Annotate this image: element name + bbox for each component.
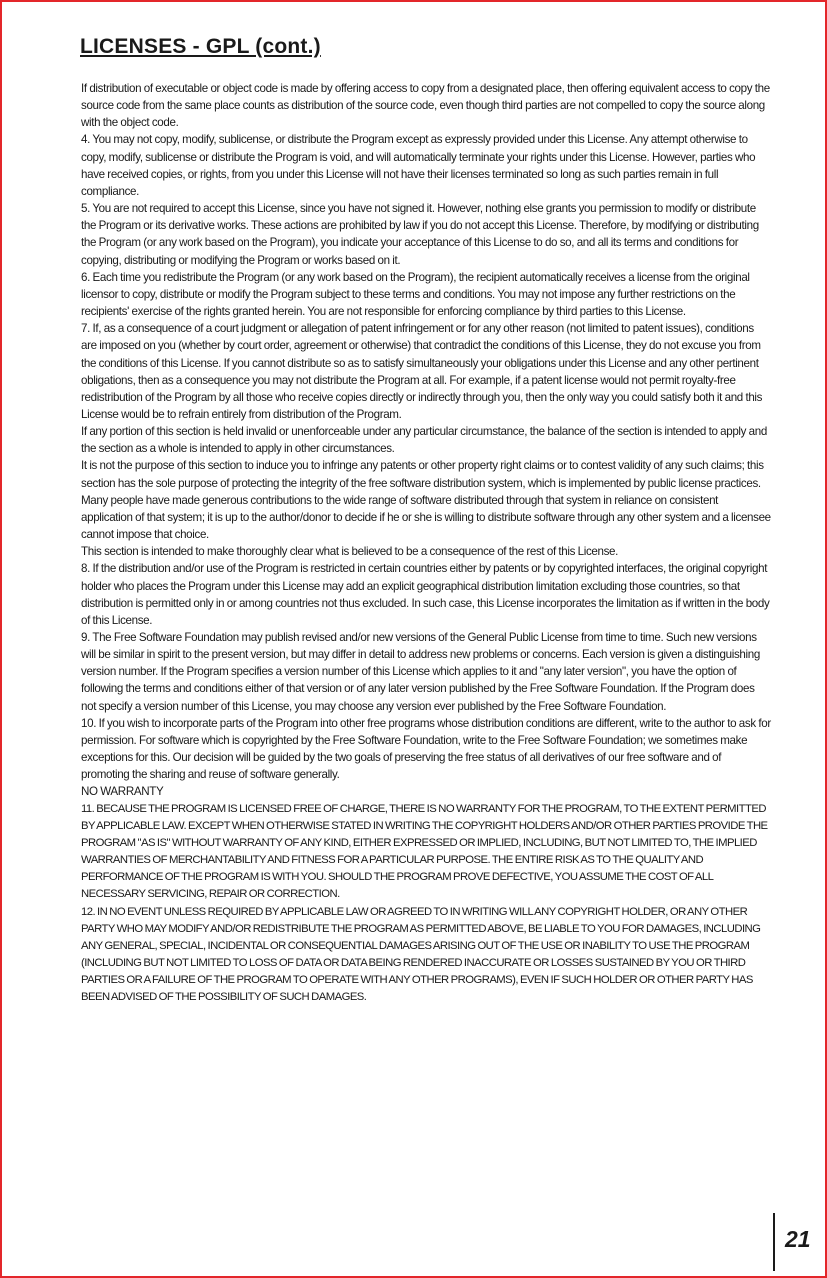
license-body <box>81 80 771 1006</box>
page-number: 21 <box>785 1226 811 1252</box>
heading-no-warranty: NO WARRANTY <box>81 785 164 799</box>
paragraph-section-6: 6. Each time you redistribute the Program (or any work based on the Program), the recipient automatically receives a license from the original licensor to copy, distribute or modify the Program subject to these terms and conditions. You may not impose any further restrictions on the recipients' exercise of the rights granted herein. You are not responsible for enforcing compliance by third parties to this License. <box>81 270 750 319</box>
paragraph-section-10: 10. If you wish to incorporate parts of the Program into other free programs whose distribution conditions are different, write to the author to ask for permission. For software which is copyrighted by the Free Software Foundation, write to the Free Software Foundation; we sometimes make exceptions for this. Our decision will be guided by the two goals of preserving the free status of all derivatives of our free software and of promoting the sharing and reuse of software generally. <box>81 716 771 782</box>
paragraph-section-5: 5. You are not required to accept this License, since you have not signed it. However, nothing else grants you permission to modify or distribute the Program or its derivative works. These actions are prohibited by law if you do not accept this License. Therefore, by modifying or distributing the Program (or any work based on the Program), you indicate your acceptance of this License to do so, and all its terms and conditions for copying, distributing or modifying the Program or works based on it. <box>81 202 759 267</box>
paragraph-section-7-invalid-portion: If any portion of this section is held invalid or unenforceable under any particular circumstance, the balance of the section is intended to apply and the section as a whole is intended to apply in other circumstances. <box>81 425 767 456</box>
paragraph-section-12: 12. IN NO EVENT UNLESS REQUIRED BY APPLICABLE LAW OR AGREED TO IN WRITING WILL ANY COPYRIGHT HOLDER, OR ANY OTHER PARTY WHO MAY MODIFY AND/OR REDISTRIBUTE THE PROGRAM AS PERMITTED ABOVE, BE LIABLE TO YOU FOR DAMAGES, INCLUDING ANY GENERAL, SPECIAL, INCIDENTAL OR CONSEQUENTIAL DAMAGES ARISING OUT OF THE USE OR INABILITY TO USE THE PROGRAM (INCLUDING BUT NOT LIMITED TO LOSS OF DATA OR DATA BEING RENDERED INACCURATE OR LOSSES SUSTAINED BY YOU OR THIRD PARTIES OR A FAILURE OF THE PROGRAM TO OPERATE WITH ANY OTHER PROGRAMS), EVEN IF SUCH HOLDER OR OTHER PARTY HAS BEEN ADVISED OF THE POSSIBILITY OF SUCH DAMAGES. <box>81 905 761 1004</box>
paragraph-section-7-purpose: It is not the purpose of this section to induce you to infringe any patents or other property right claims or to contest validity of any such claims; this section has the sole purpose of protecting the integrity of the free software distribution system, which is implemented by public license practices. Many people have made generous contributions to the wide range of software distributed through that system in reliance on consistent application of that system; it is up to the author/donor to decide if he or she is willing to distribute software through any other system and a licensee cannot impose that choice. <box>81 459 771 542</box>
paragraph-section-7: 7. If, as a consequence of a court judgment or allegation of patent infringement or for any other reason (not limited to patent issues), conditions are imposed on you (whether by court order, agreement or otherwise) that contradict the conditions of this License, they do not excuse you from the conditions of this License. If you cannot distribute so as to satisfy simultaneously your obligations under this License and any other pertinent obligations, then as a consequence you may not distribute the Program at all. For example, if a patent license would not permit royalty-free redistribution of the Program by all those who receive copies directly or indirectly through you, then the only way you could satisfy both it and this License would be to refrain entirely from distribution of the Program. <box>81 322 763 421</box>
paragraph-section-7-clarification: This section is intended to make thoroughly clear what is believed to be a consequence of the rest of this License. <box>81 545 618 559</box>
paragraph-section-11: 11. BECAUSE THE PROGRAM IS LICENSED FREE OF CHARGE, THERE IS NO WARRANTY FOR THE PROGRAM, TO THE EXTENT PERMITTED BY APPLICABLE LAW. EXCEPT WHEN OTHERWISE STATED IN WRITING THE COPYRIGHT HOLDERS AND/OR OTHER PARTIES PROVIDE THE PROGRAM "AS IS" WITHOUT WARRANTY OF ANY KIND, EITHER EXPRESSED OR IMPLIED, INCLUDING, BUT NOT LIMITED TO, THE IMPLIED WARRANTIES OF MERCHANTABILITY AND FITNESS FOR A PARTICULAR PURPOSE. THE ENTIRE RISK AS TO THE QUALITY AND PERFORMANCE OF THE PROGRAM IS WITH YOU. SHOULD THE PROGRAM PROVE DEFECTIVE, YOU ASSUME THE COST OF ALL NECESSARY SERVICING, REPAIR OR CORRECTION. <box>81 802 768 901</box>
paragraph-section-9: 9. The Free Software Foundation may publish revised and/or new versions of the General Public License from time to time. Such new versions will be similar in spirit to the present version, but may differ in detail to address new problems or concerns. Each version is given a distinguishing version number. If the Program specifies a version number of this License which applies to it and "any later version", you have the option of following the terms and conditions either of that version or of any later version published by the Free Software Foundation. If the Program does not specify a version number of this License, you may choose any version ever published by the Free Software Foundation. <box>81 631 760 713</box>
page-number-divider <box>773 1213 775 1271</box>
page-title: LICENSES - GPL (cont.) <box>80 35 321 58</box>
paragraph-section-4: 4. You may not copy, modify, sublicense, or distribute the Program except as expressly provided under this License. Any attempt otherwise to copy, modify, sublicense or distribute the Program is void, and will automatically terminate your rights under this License. However, parties who have received copies, or rights, from you under this License will not have their licenses terminated so long as such parties remain in full compliance. <box>81 133 756 198</box>
paragraph-section-8: 8. If the distribution and/or use of the Program is restricted in certain countries either by patents or by copyrighted interfaces, the original copyright holder who places the Program under this License may add an explicit geographical distribution limitation excluding those countries, so that distribution is permitted only in or among countries not thus excluded. In such case, this License incorporates the limitation as if written in the body of this License. <box>81 562 770 627</box>
paragraph-distribution-equivalent-access: If distribution of executable or object code is made by offering access to copy from a designated place, then offering equivalent access to copy the source code from the same place counts as distribution of the source code, even though third parties are not compelled to copy the source along with the object code. <box>81 82 770 130</box>
